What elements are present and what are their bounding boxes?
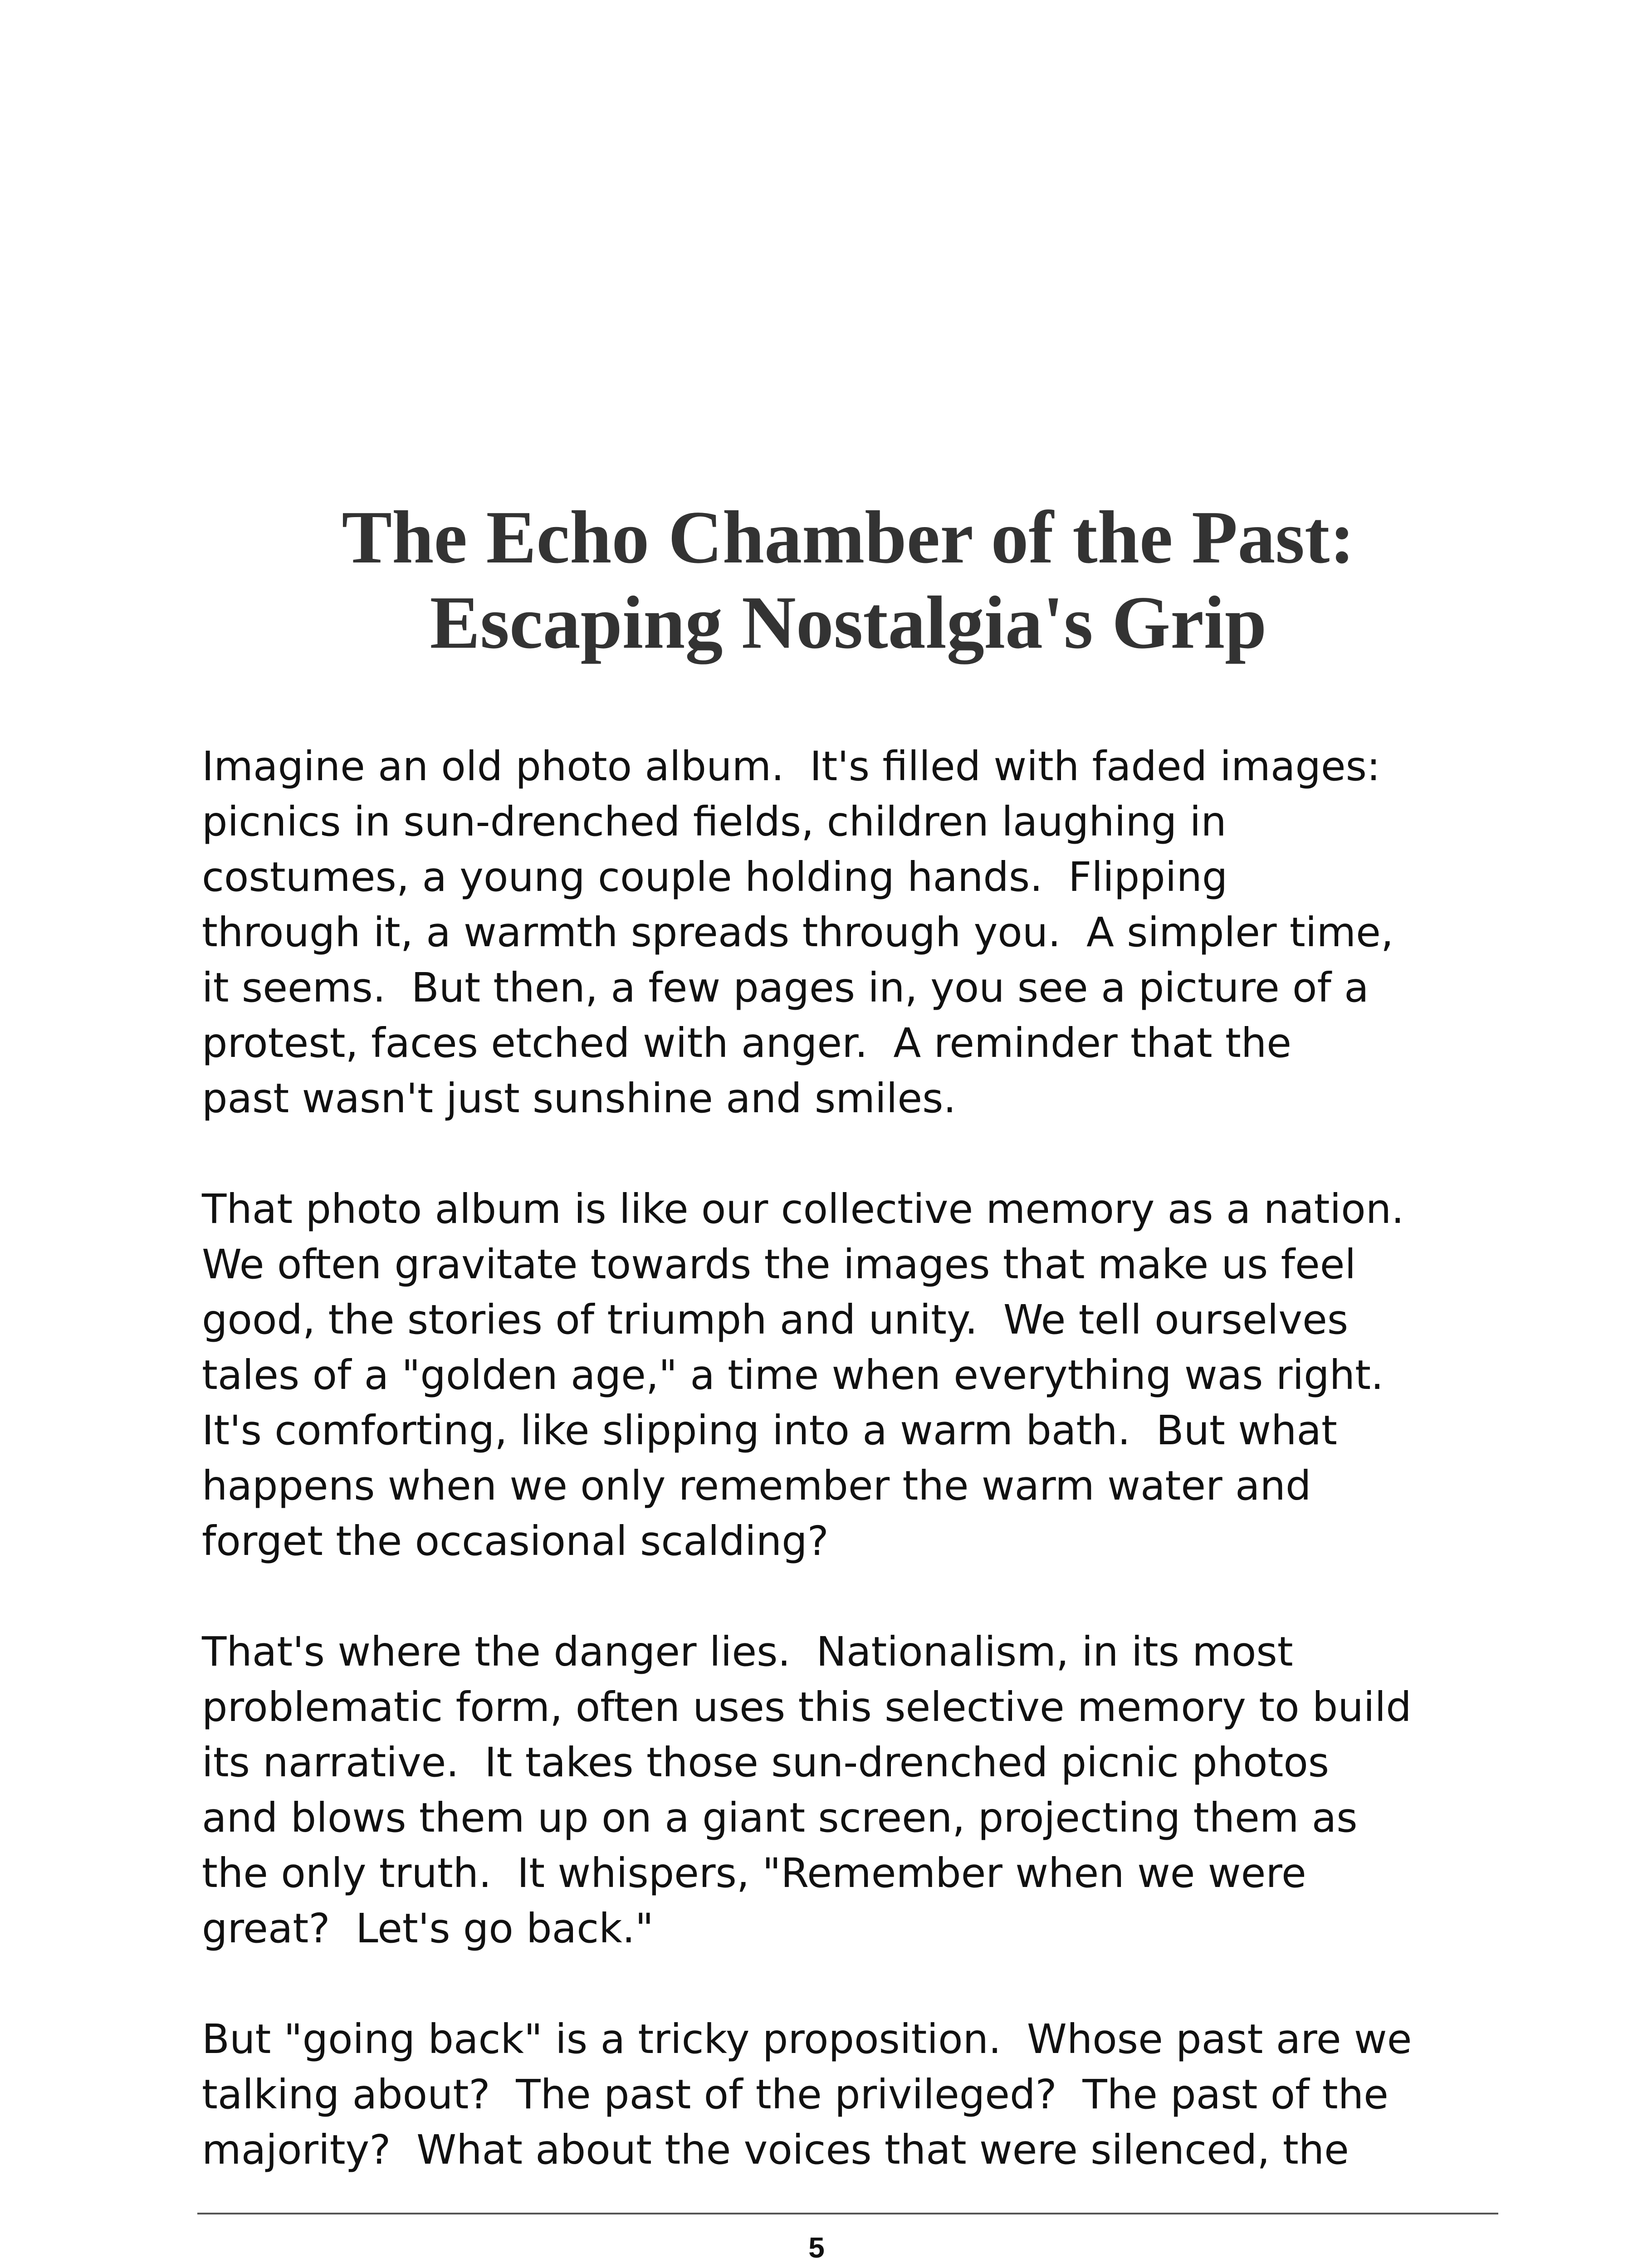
- text-line: That photo album is like our collective memory as a nation.: [202, 1185, 1404, 1232]
- text-line: past wasn't just sunshine and smiles.: [202, 1075, 956, 1122]
- text-line: it seems. But then, a few pages in, you see a picture of a: [202, 964, 1369, 1011]
- body-text: [202, 738, 1535, 2177]
- text-line: We often gravitate towards the images that make us feel: [202, 1241, 1356, 1288]
- paragraph: [202, 738, 1535, 1126]
- text-line: Imagine an old photo album. It's filled with faded images:: [202, 743, 1380, 790]
- footer-divider: [197, 2213, 1498, 2214]
- text-line: the only truth. It whispers, "Remember when we were: [202, 1849, 1306, 1897]
- text-line: good, the stories of triumph and unity. We tell ourselves: [202, 1296, 1349, 1343]
- text-line: its narrative. It takes those sun-drenched picnic photos: [202, 1739, 1330, 1786]
- text-line: and blows them up on a giant screen, projecting them as: [202, 1794, 1358, 1841]
- text-line: picnics in sun-drenched fields, children laughing in: [202, 798, 1227, 845]
- text-line: majority? What about the voices that were silenced, the: [202, 2126, 1349, 2173]
- text-line: forget the occasional scalding?: [202, 1517, 829, 1564]
- paragraph: [202, 1624, 1535, 1956]
- text-line: protest, faces etched with anger. A reminder that the: [202, 1019, 1292, 1066]
- text-line: It's comforting, like slipping into a warm bath. But what: [202, 1407, 1337, 1454]
- text-line: talking about? The past of the privileged? The past of the: [202, 2071, 1389, 2118]
- page-number: 5: [808, 2231, 825, 2264]
- text-line: happens when we only remember the warm water and: [202, 1462, 1311, 1509]
- text-line: tales of a "golden age," a time when everything was right.: [202, 1351, 1384, 1398]
- text-line: costumes, a young couple holding hands. Flipping: [202, 853, 1228, 900]
- paragraph: [202, 1181, 1535, 1569]
- text-line: problematic form, often uses this selective memory to build: [202, 1683, 1412, 1730]
- chapter-title: [191, 494, 1506, 665]
- text-line: That's where the danger lies. Nationalism, in its most: [202, 1628, 1293, 1675]
- text-line: through it, a warmth spreads through you. A simpler time,: [202, 909, 1394, 956]
- paragraph: [202, 2011, 1535, 2177]
- title-line: The Echo Chamber of the Past:: [342, 495, 1355, 579]
- text-line: great? Let's go back.": [202, 1905, 654, 1952]
- title-line: Escaping Nostalgia's Grip: [430, 581, 1267, 664]
- text-line: But "going back" is a tricky proposition. Whose past are we: [202, 2015, 1412, 2063]
